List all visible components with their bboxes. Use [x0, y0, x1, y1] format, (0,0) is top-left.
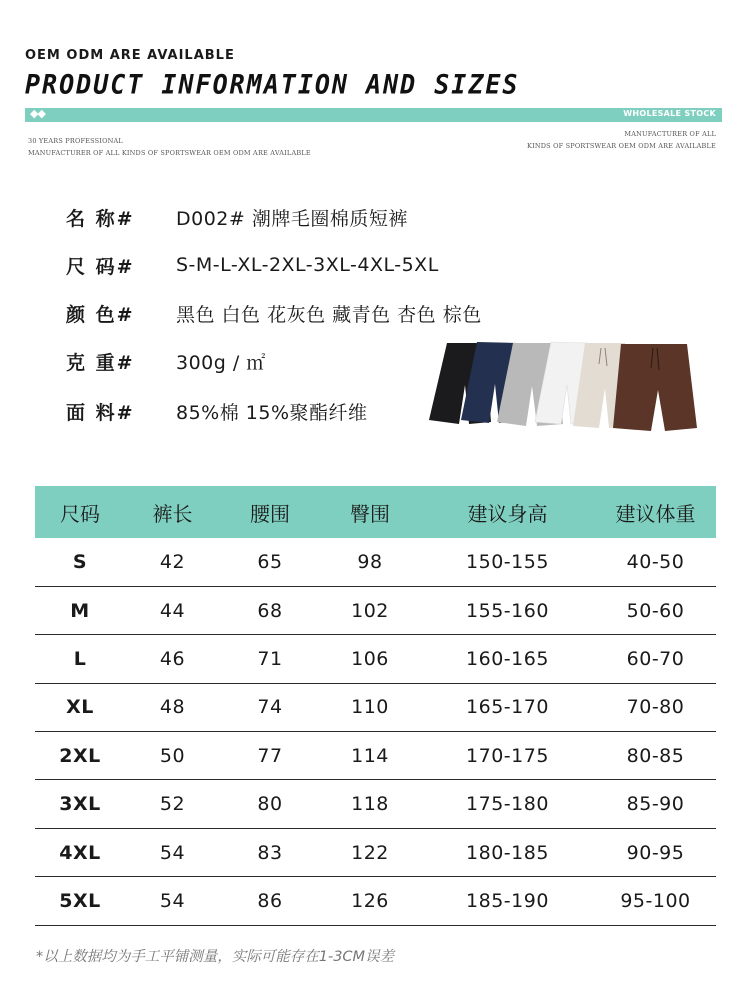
table-cell: 60-70 [626, 647, 685, 670]
table-cell: 71 [257, 647, 283, 670]
table-cell: 114 [351, 744, 389, 767]
diamond-icon: ◆◆ [30, 107, 45, 120]
subtitle-left [28, 135, 311, 159]
table-cell: 42 [159, 550, 186, 573]
column-header: 建议体重 [615, 501, 696, 526]
table-cell: 83 [257, 841, 283, 864]
table-cell: 54 [159, 889, 186, 912]
table-row [35, 538, 716, 586]
info-value: S-M-L-XL-2XL-3XL-4XL-5XL [176, 254, 439, 276]
subtitle-right [527, 128, 716, 152]
info-value: 300g / ㎡ [176, 351, 266, 374]
table-cell: 86 [257, 889, 283, 912]
table-cell: XL [66, 696, 94, 719]
table-cell: 165-170 [466, 696, 549, 719]
table-cell: 40-50 [626, 550, 685, 573]
table-cell: 106 [351, 647, 389, 670]
table-cell: 50-60 [626, 599, 685, 622]
table-cell: S [72, 550, 88, 573]
table-cell: 2XL [59, 744, 101, 767]
table-cell: 180-185 [466, 841, 549, 864]
shorts-product-photo [425, 340, 707, 435]
table-cell: 90-95 [626, 841, 685, 864]
table-cell: 126 [351, 889, 389, 912]
info-label: 尺 码# [66, 255, 135, 278]
subtitle-right-line: KINDS OF SPORTSWEAR OEM ODM ARE AVAILABLE [527, 142, 716, 150]
wholesale-stock-label: WHOLESALE STOCK [623, 109, 716, 118]
column-header: 裤长 [152, 501, 193, 526]
table-cell: 74 [257, 696, 283, 719]
table-cell: 80-85 [626, 744, 685, 767]
column-header: 腰围 [250, 501, 290, 526]
table-cell: 4XL [59, 841, 101, 864]
info-value: 85%棉 15%聚酯纤维 [176, 401, 368, 424]
size-table [35, 486, 716, 926]
table-row [35, 828, 716, 876]
table-cell: 85-90 [626, 793, 685, 816]
info-row-size [66, 250, 439, 280]
table-cell: 122 [351, 841, 389, 864]
table-row [35, 877, 716, 925]
info-row-weight [66, 346, 266, 376]
column-header: 臀围 [350, 501, 390, 526]
table-cell: 46 [159, 647, 186, 670]
table-cell: 70-80 [626, 696, 685, 719]
info-value: 黑色 白色 花灰色 藏青色 杏色 棕色 [176, 303, 482, 326]
table-cell: 5XL [59, 889, 101, 912]
measurement-footnote: *以上数据均为手工平铺测量，实际可能存在1-3CM误差 [36, 949, 395, 965]
table-cell: 54 [159, 841, 186, 864]
info-label: 克 重# [66, 351, 135, 374]
info-row-name [66, 202, 408, 232]
table-cell: 77 [257, 744, 283, 767]
table-cell: 150-155 [466, 550, 549, 573]
table-cell: 44 [159, 599, 186, 622]
table-cell: 110 [351, 696, 389, 719]
table-cell: 160-165 [466, 647, 549, 670]
info-label: 面 料# [66, 401, 135, 424]
info-label: 名 称# [66, 207, 135, 230]
table-cell: L [73, 647, 87, 670]
table-cell: 98 [357, 550, 383, 573]
table-cell: 48 [159, 696, 186, 719]
table-cell: 80 [257, 793, 283, 816]
table-row [35, 635, 716, 683]
table-cell: 52 [159, 793, 186, 816]
subtitle-left-line: MANUFACTURER OF ALL KINDS OF SPORTSWEAR OEM ODM ARE AVAILABLE [28, 149, 311, 157]
column-header: 建议身高 [467, 501, 548, 526]
table-cell: 175-180 [466, 793, 549, 816]
table-cell: 68 [257, 599, 283, 622]
table-row [35, 586, 716, 634]
subtitle-right-line: MANUFACTURER OF ALL [624, 130, 716, 138]
table-cell: 185-190 [466, 889, 549, 912]
table-cell: 65 [257, 550, 283, 573]
table-cell: 3XL [59, 793, 101, 816]
table-cell: 95-100 [620, 889, 691, 912]
table-cell: 50 [159, 744, 186, 767]
info-row-color [66, 298, 482, 328]
table-header-row [35, 486, 716, 538]
table-cell: M [70, 599, 90, 622]
info-label: 颜 色# [66, 303, 135, 326]
info-row-fabric [66, 396, 368, 426]
header-bar [25, 108, 722, 122]
page-title: PRODUCT INFORMATION AND SIZES [25, 69, 520, 100]
table-cell: 102 [351, 599, 389, 622]
table-cell: 118 [351, 793, 389, 816]
table-row [35, 780, 716, 828]
table-cell: 170-175 [466, 744, 549, 767]
info-value: D002# 潮牌毛圈棉质短裤 [176, 207, 408, 230]
subtitle-left-line: 30 YEARS PROFESSIONAL [28, 137, 123, 145]
column-header: 尺码 [60, 501, 100, 526]
top-label: OEM ODM ARE AVAILABLE [25, 48, 235, 63]
table-cell: 155-160 [466, 599, 549, 622]
table-row [35, 732, 716, 780]
table-row [35, 683, 716, 731]
